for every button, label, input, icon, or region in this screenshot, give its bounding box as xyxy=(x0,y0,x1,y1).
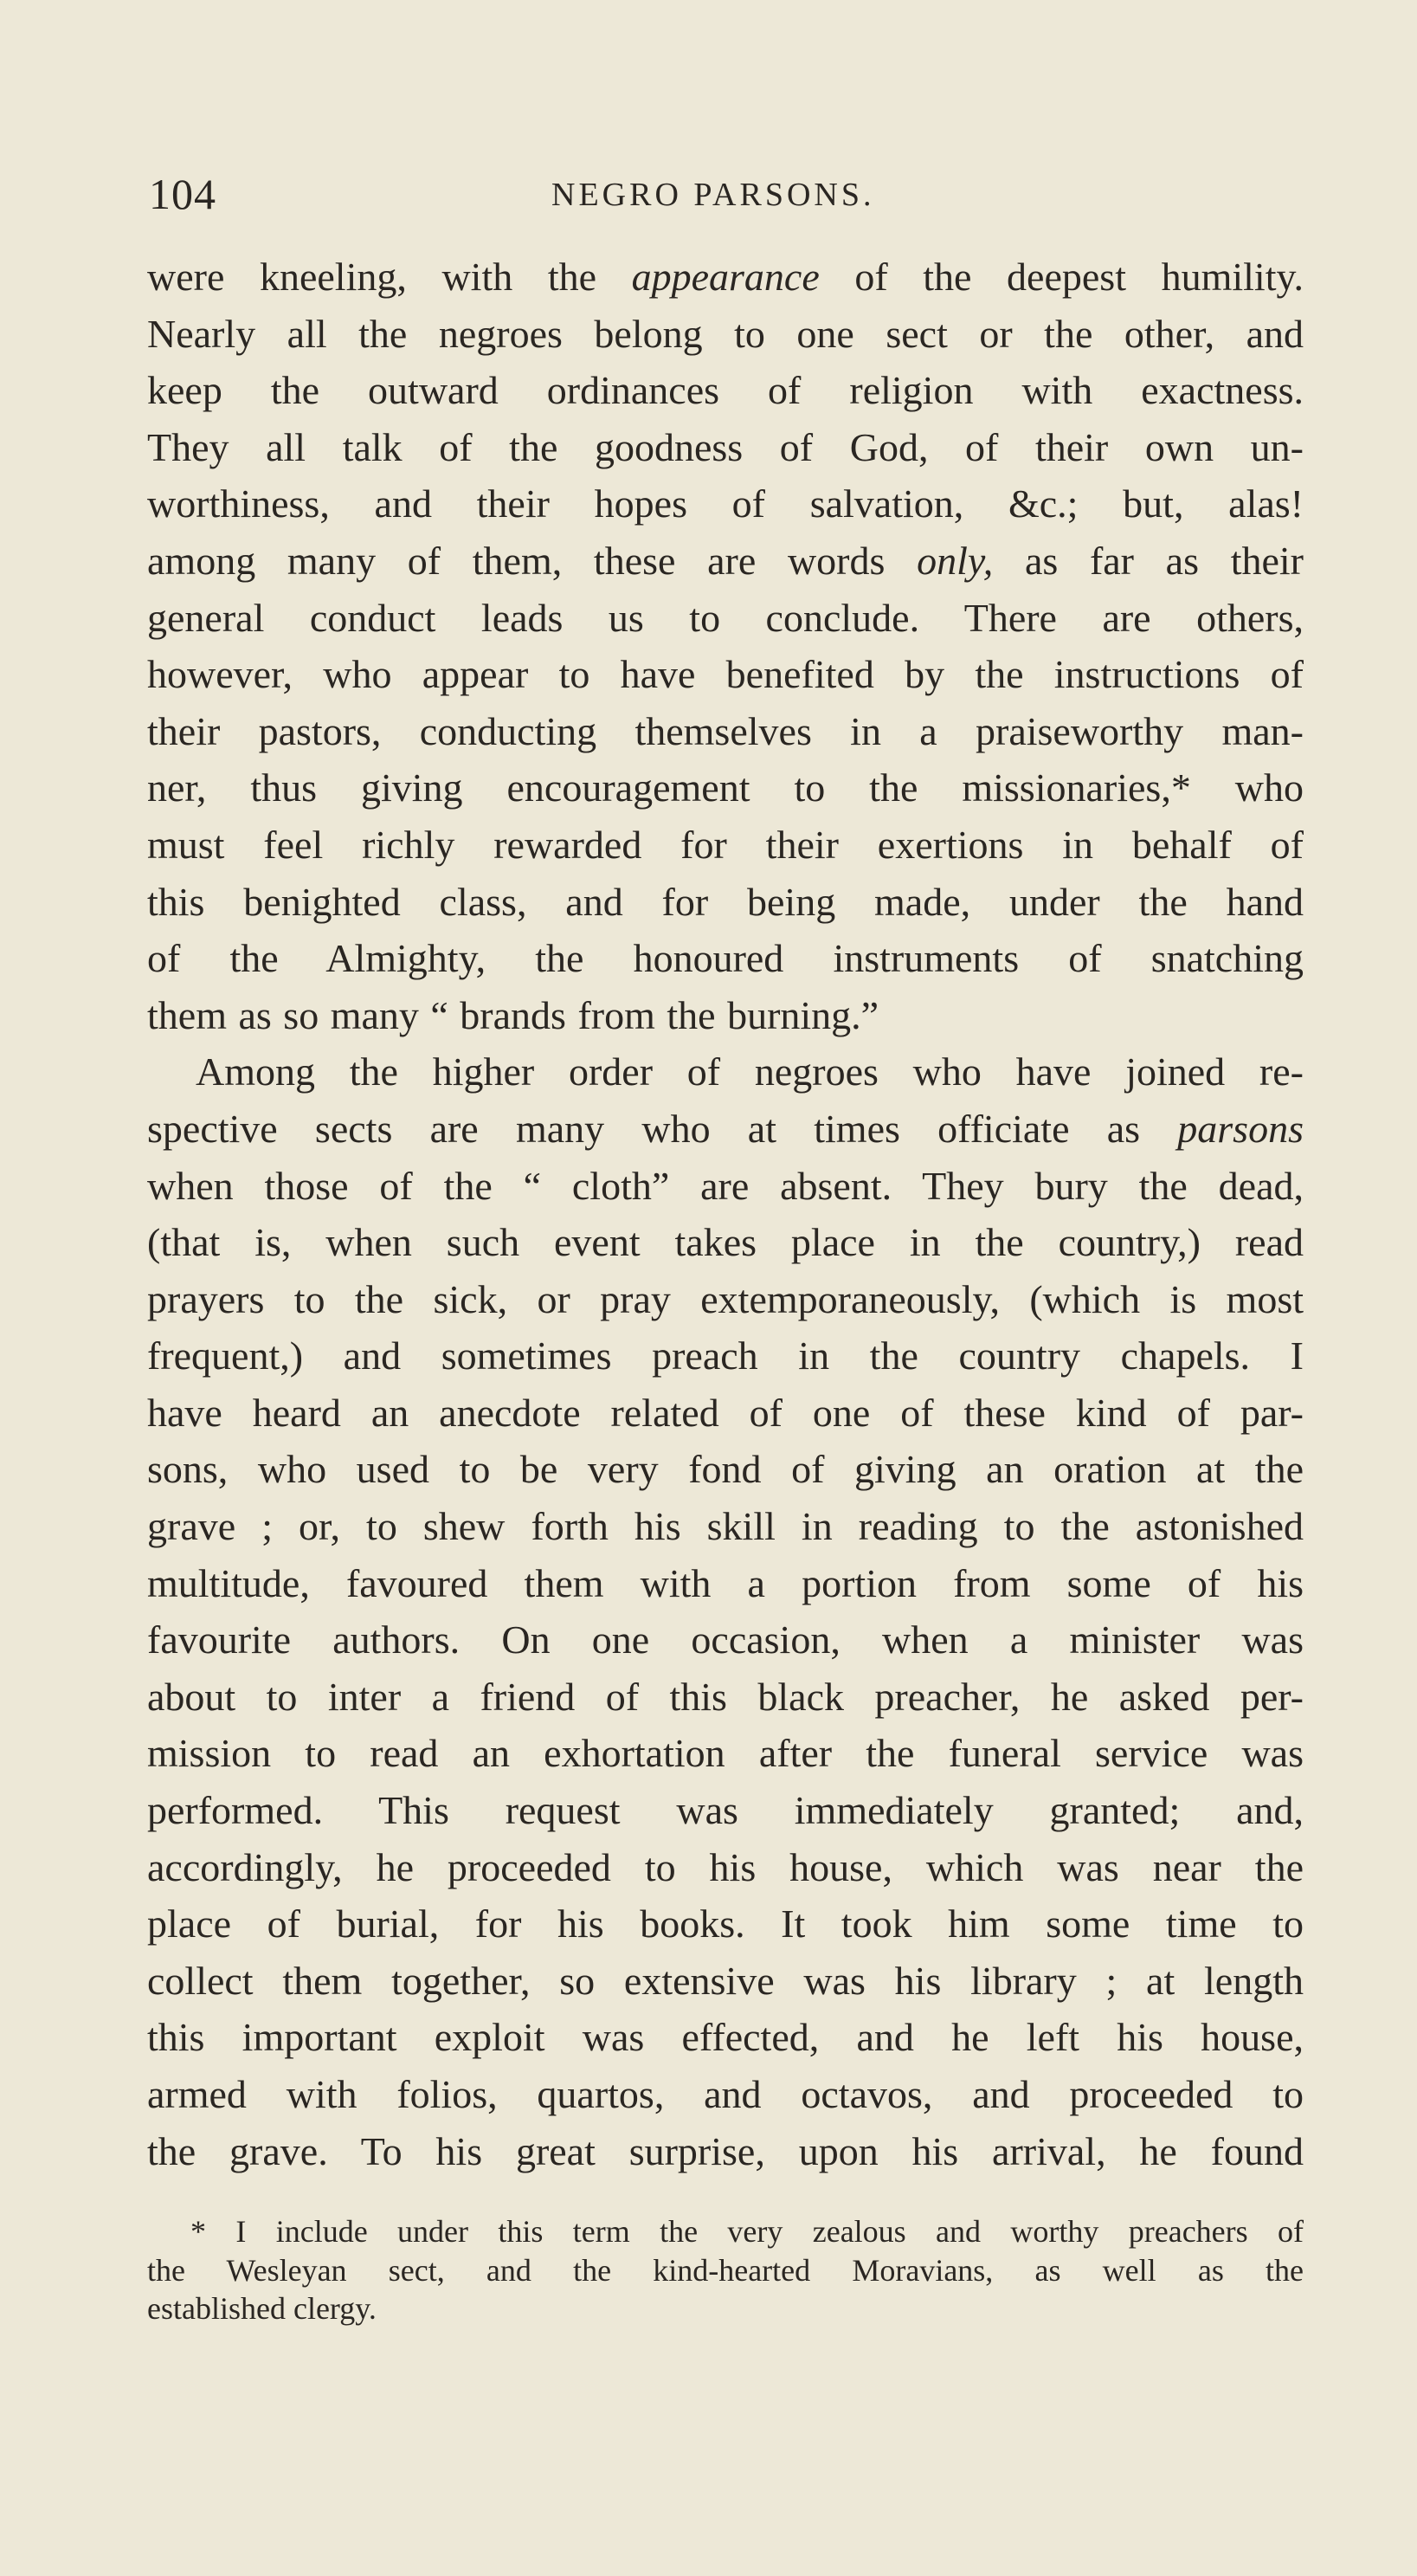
text-line: when those of the “ cloth” are absent. They bury the dead, xyxy=(147,1163,1304,1208)
running-head: NEGRO PARSONS. xyxy=(551,177,875,213)
page-header xyxy=(149,169,1290,229)
text-line: They all talk of the goodness of God, of their own un- xyxy=(147,424,1304,469)
text-line: worthiness, and their hopes of salvation, &c.; but, alas! xyxy=(147,481,1304,526)
text-line: general conduct leads us to conclude. There are others, xyxy=(147,595,1304,640)
text-line: multitude, favoured them with a portion from some of his xyxy=(147,1560,1304,1605)
text-line: however, who appear to have benefited by the instructions of xyxy=(147,652,1304,697)
text-line: prayers to the sick, or pray extemporaneously, (which is most xyxy=(147,1276,1304,1321)
text-line: were kneeling, with the appearance of the deepest humility. xyxy=(147,255,1304,299)
text-line: them as so many “ brands from the burning.” xyxy=(147,992,879,1037)
text-line: sons, who used to be very fond of giving an oration at the xyxy=(147,1447,1304,1492)
text-line: frequent,) and sometimes preach in the country chapels. I xyxy=(147,1333,1304,1378)
text-line: of the Almighty, the honoured instruments of snatching xyxy=(147,936,1304,981)
footnote-line: the Wesleyan sect, and the kind-hearted Moravians, as well as the xyxy=(147,2252,1304,2288)
footnote xyxy=(147,2212,1304,2328)
text-line: this benighted class, and for being made, under the hand xyxy=(147,879,1304,924)
text-line: this important exploit was effected, and he left his house, xyxy=(147,2015,1304,2060)
text-line: favourite authors. On one occasion, when a minister was xyxy=(147,1617,1304,1662)
text-line: mission to read an exhortation after the funeral service was xyxy=(147,1731,1304,1776)
text-line: must feel richly rewarded for their exertions in behalf of xyxy=(147,822,1304,867)
text-line: (that is, when such event takes place in the country,) read xyxy=(147,1220,1304,1265)
text-line: armed with folios, quartos, and octavos, and proceeded to xyxy=(147,2072,1304,2116)
page-number: 104 xyxy=(149,170,216,218)
text-line: Nearly all the negroes belong to one sect or the other, and xyxy=(147,311,1304,356)
text-line: grave ; or, to shew forth his skill in reading to the astonished xyxy=(147,1504,1304,1549)
footnote-line: * I include under this term the very zealous and worthy preachers of xyxy=(190,2214,1304,2249)
text-line: Among the higher order of negroes who have joined re- xyxy=(196,1049,1304,1094)
text-line: about to inter a friend of this black preacher, he asked per- xyxy=(147,1674,1304,1719)
text-line: accordingly, he proceeded to his house, which was near the xyxy=(147,1844,1304,1889)
text-line: performed. This request was immediately granted; and, xyxy=(147,1788,1304,1833)
text-line: ner, thus giving encouragement to the missionaries,* who xyxy=(147,765,1304,810)
footnote-line: established clergy. xyxy=(147,2291,377,2327)
text-line: among many of them, these are words only, as far as their xyxy=(147,538,1304,583)
text-line: have heard an anecdote related of one of these kind of par- xyxy=(147,1390,1304,1435)
text-line: spective sects are many who at times officiate as parsons xyxy=(147,1106,1304,1151)
text-line: keep the outward ordinances of religion with exactness. xyxy=(147,368,1304,413)
text-line: the grave. To his great surprise, upon his arrival, he found xyxy=(147,2128,1304,2173)
text-line: place of burial, for his books. It took him some time to xyxy=(147,1901,1304,1947)
text-line: their pastors, conducting themselves in a praiseworthy man- xyxy=(147,708,1304,753)
text-line: collect them together, so extensive was his library ; at length xyxy=(147,1958,1304,2003)
main-text xyxy=(147,249,1304,2179)
